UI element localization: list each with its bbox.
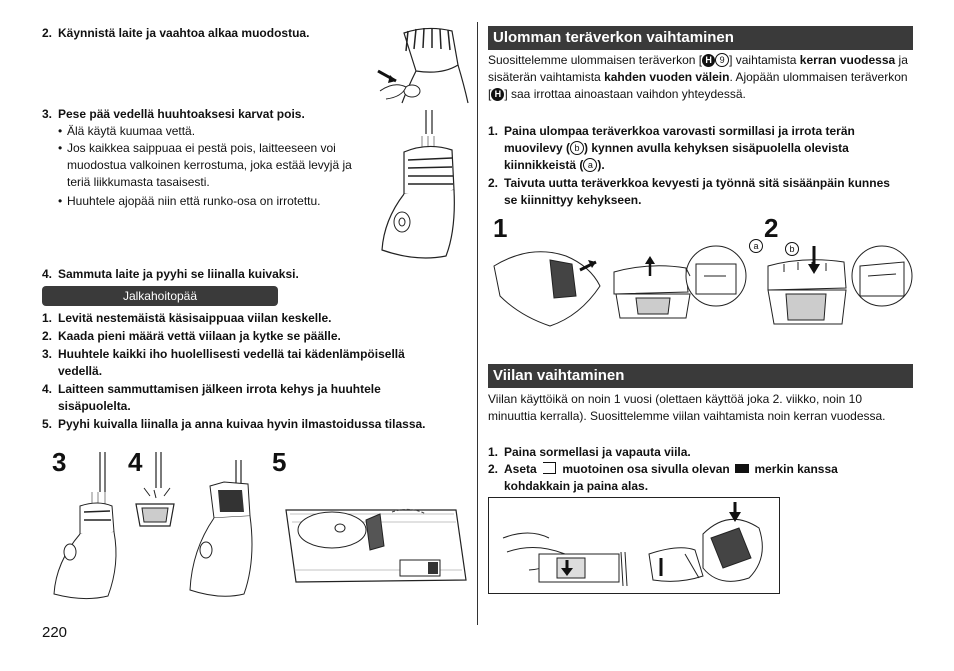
section-title-file-replacement: Viilan vaihtaminen	[488, 364, 913, 388]
step-4-dry: 4. Sammuta laite ja pyyhi se liinalla kuivaksi.	[42, 267, 299, 281]
section-title-foil-replacement: Ulomman teräverkon vaihtaminen	[488, 26, 913, 50]
epilator-rinse-illustration	[376, 110, 466, 260]
file-replacement-figure	[488, 497, 780, 594]
circle-b-label: b	[570, 141, 584, 155]
figure-4-illustration	[130, 452, 180, 532]
foil-intro-paragraph: Suosittelemme ulommaisen teräverkon [ H 9 ] vaihtamista kerran vuodessa ja sisäterän vaihtamista kahden vuoden välein. Ajopään ulommaisen teräverkon [ H ] saa irrottaa ainoastaan vaihdon yhteydessä.	[488, 53, 908, 101]
circle-a-label: a	[583, 158, 597, 172]
figure-3-illustration	[50, 452, 120, 600]
foil-step-2: 2. Taivuta uutta teräverkkoa kevyesti ja työnnä sitä sisäänpäin kunnes se kiinnittyy kehykseen.	[488, 176, 890, 207]
part-h-icon-2: H	[491, 88, 504, 101]
section-label-pedicure-head: Jalkahoitopää	[42, 286, 278, 306]
file-release-illustration	[489, 498, 781, 595]
column-divider	[477, 22, 478, 625]
bullet-rinse-head: • Huuhtele ajopää niin että runko-osa on irrotettu.	[58, 194, 321, 208]
pedicure-step-5: 5. Pyyhi kuivalla liinalla ja anna kuivaa hyvin ilmastoidussa tilassa.	[42, 417, 426, 431]
figure-number-4: 4	[128, 447, 143, 477]
file-step-2: 2. Aseta muotoinen osa sivulla olevan merkin kanssa kohdakkain ja paina alas.	[488, 462, 838, 493]
part-h-icon: H	[702, 54, 715, 67]
pedicure-step-4: 4. Laitteen sammuttamisen jälkeen irrota kehys ja huuhtele sisäpuolelta.	[42, 382, 381, 413]
pedicure-step-2: 2. Kaada pieni määrä vettä viilaan ja kytke se päälle.	[42, 329, 341, 343]
figure-number-3: 3	[52, 447, 67, 477]
part-9-icon: 9	[715, 53, 729, 67]
figure-number-2: 2	[764, 213, 779, 243]
solid-mark-icon	[735, 464, 749, 473]
bracket-shape-icon	[543, 462, 556, 474]
step-2-foam: 2. Käynnistä laite ja vaahtoa alkaa muodostua.	[42, 26, 310, 40]
callout-a: a	[749, 237, 763, 255]
pedicure-step-1: 1. Levitä nestemäistä käsisaippuaa viilan keskelle.	[42, 311, 332, 325]
figure-5-illustration	[280, 500, 470, 590]
bullet-soap-residue: • Jos kaikkea saippuaa ei pestä pois, laitteeseen voi muodostua valkoinen kerrostuma, joka estää levyjä ja teriä liikkumasta tasaisesti.	[58, 141, 352, 189]
figure-number-5: 5	[272, 447, 287, 477]
file-step-1: 1. Paina sormellasi ja vapauta viila.	[488, 445, 691, 459]
epilator-switch-illustration	[372, 25, 472, 103]
foil-step-1: 1. Paina ulompaa teräverkkoa varovasti sormillasi ja irrota terän muovilevy ( b ) kynnen avulla kehyksen sisäpuolella olevista kiinnikkeistä ( a ).	[488, 124, 855, 172]
pedicure-step-3: 3. Huuhtele kaikki iho huolellisesti vedellä tai kädenlämpöisellä vedellä.	[42, 347, 405, 378]
figure-number-1: 1	[493, 213, 508, 243]
callout-b: b	[785, 240, 799, 258]
page-number: 220	[42, 624, 68, 641]
foil-removal-illustration	[490, 236, 760, 332]
figure-4-epilator-illustration	[184, 460, 264, 600]
step-3-rinse: 3. Pese pää vedellä huuhtoaksesi karvat pois.	[42, 107, 305, 121]
file-intro-paragraph: Viilan käyttöikä on noin 1 vuosi (olettaen käyttöä joka 2. viikko, noin 10 minuuttia kerralla). Suosittelemme viilan vaihtamista noin kerran vuodessa.	[488, 392, 886, 423]
bullet-no-hot-water: • Älä käytä kuumaa vettä.	[58, 124, 196, 138]
